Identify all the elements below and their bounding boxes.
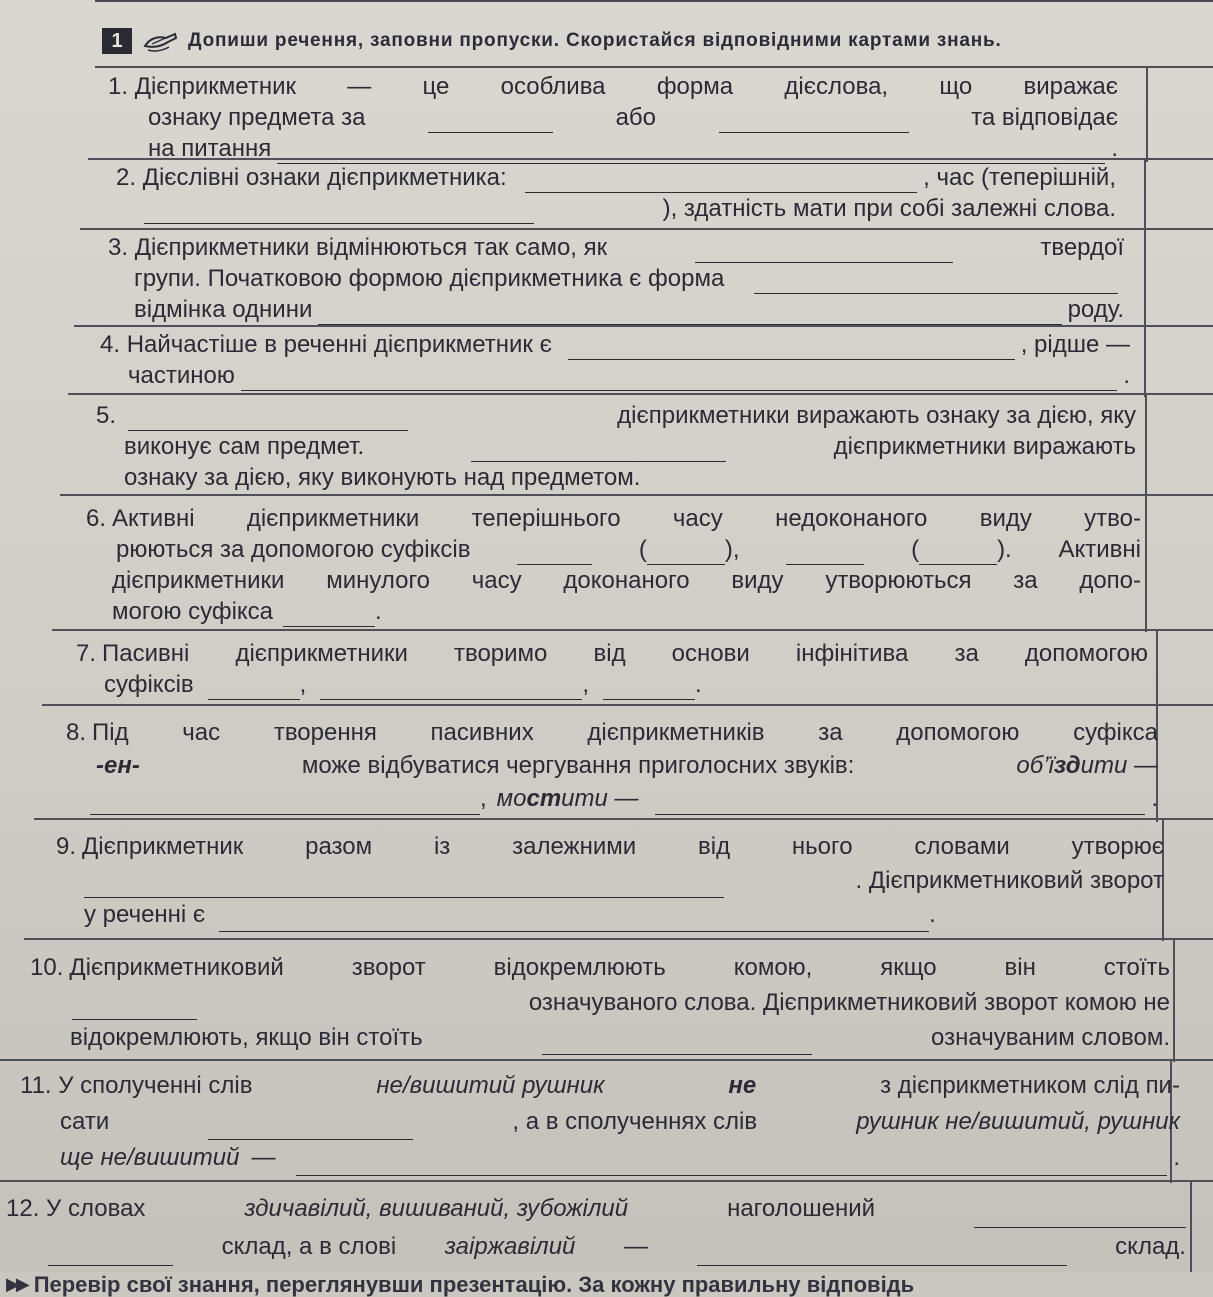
blank-field[interactable] [568,335,1015,360]
item-12-number: 12. [6,1195,40,1222]
blank-field[interactable] [428,108,553,133]
blank-field[interactable] [219,907,929,932]
item-5-number: 5. [96,402,117,429]
blank-field[interactable] [48,1241,173,1266]
footer-text: Перевір свої знання, переглянувши презентацію. За кожну правильну відповідь [33,1272,915,1297]
item-10-number: 10. [30,954,64,981]
blank-field[interactable] [786,540,864,565]
blank-field[interactable] [697,1241,1067,1266]
task-instruction: Допиши речення, заповни пропуски. Скористайся відповідними картами знань. [188,30,1002,51]
pencil-hand-icon [142,28,178,54]
item-9: 9. Дієприкметник разом із залежними від нього словами утворює . Дієприкметниковий зворот у реченні є . [56,830,1164,932]
task-number-badge: 1 [102,28,132,54]
item-8: 8. Під час творення пасивних дієприкметників за допомогою суфікса -ен- може відбуватися чергування приголосних звуків: об’їздити — , мостити — . [66,716,1158,815]
blank-field[interactable] [320,675,582,700]
blank-field[interactable] [208,675,300,700]
item-8-number: 8. [66,719,87,746]
blank-field[interactable] [90,790,480,815]
item-6-number: 6. [86,505,107,532]
item-6: 6. Активні дієприкметники теперішнього часу недоконаного виду утво- рюються за допомогою суфіксів ( ), ( ). Активні дієприкметники минулого часу доконаного виду утворюються за допо- могою суфікса . [86,505,1141,625]
item-11-number: 11. [20,1072,52,1099]
item-5: 5. дієприкметники виражають ознаку за дією, яку виконує сам предмет. дієприкметники виражають ознаку за дією, яку виконують над предметом. [96,402,1136,491]
blank-field[interactable] [208,1115,413,1140]
blank-field[interactable] [695,238,953,263]
blank-field[interactable] [719,108,909,133]
blank-field[interactable] [517,540,592,565]
blank-field[interactable] [603,675,695,700]
blank-field[interactable] [754,269,1118,294]
footer-hint [0,1272,1213,1297]
item-7: 7. Пасивні дієприкметники творимо від основи інфінітива за допомогою суфіксів , , . [76,640,1148,698]
item-1-number: 1. [108,73,129,100]
blank-field[interactable] [655,790,1146,815]
item-3-number: 3. [108,234,129,261]
blank-field[interactable] [296,1151,1168,1176]
top-rule [95,0,1213,2]
blank-field[interactable] [542,1030,812,1055]
item-2: 2. Дієслівні ознаки дієприкметника: , час (теперішній, ), здатність мати при собі залежні слова. [116,164,1116,222]
item-3: 3. Дієприкметники відмінюються так само, як твердої групи. Початковою формою дієприкметника є форма відмінка однини роду. [108,234,1124,323]
blank-field[interactable] [241,366,1117,391]
item-4-number: 4. [100,331,121,358]
blank-field[interactable] [471,437,726,462]
blank-field[interactable] [919,540,997,565]
item-7-number: 7. [76,640,97,667]
blank-field[interactable] [283,602,375,627]
blank-field[interactable] [525,168,917,193]
item-1: 1. Дієприкметник — це особлива форма дієслова, що виражає ознаку предмета за або та відповідає на питання . [108,73,1118,162]
blank-field[interactable] [974,1203,1186,1228]
item-12: 12. У словах здичавілий, вишиваний, зубожілий наголошений склад, а в слові заіржавілий — склад. [6,1190,1186,1266]
blank-field[interactable] [647,540,725,565]
blank-field[interactable] [144,199,534,224]
item-9-number: 9. [56,833,77,860]
item-11: 11. У сполученні слів не/вишитий рушник не з дієприкметником слід пи- сати , а в сполученнях слів рушник не/вишитий, рушник ще не/вишитий — . [20,1068,1180,1176]
blank-field[interactable] [84,873,724,898]
item-10: 10. Дієприкметниковий зворот відокремлюють комою, якщо він стоїть означуваного слова. Дієприкметниковий зворот комою не відокремлюють, якщо він стоїть означуваним словом. [30,950,1170,1055]
blank-field[interactable] [318,300,1061,325]
task-header [102,26,1002,56]
item-2-number: 2. [116,164,137,191]
blank-field[interactable] [128,406,408,431]
item-4: 4. Найчастіше в реченні дієприкметник є , рідше — частиною . [100,331,1130,389]
blank-field[interactable] [72,995,197,1020]
double-arrow-icon: ▶▶ [6,1274,26,1294]
